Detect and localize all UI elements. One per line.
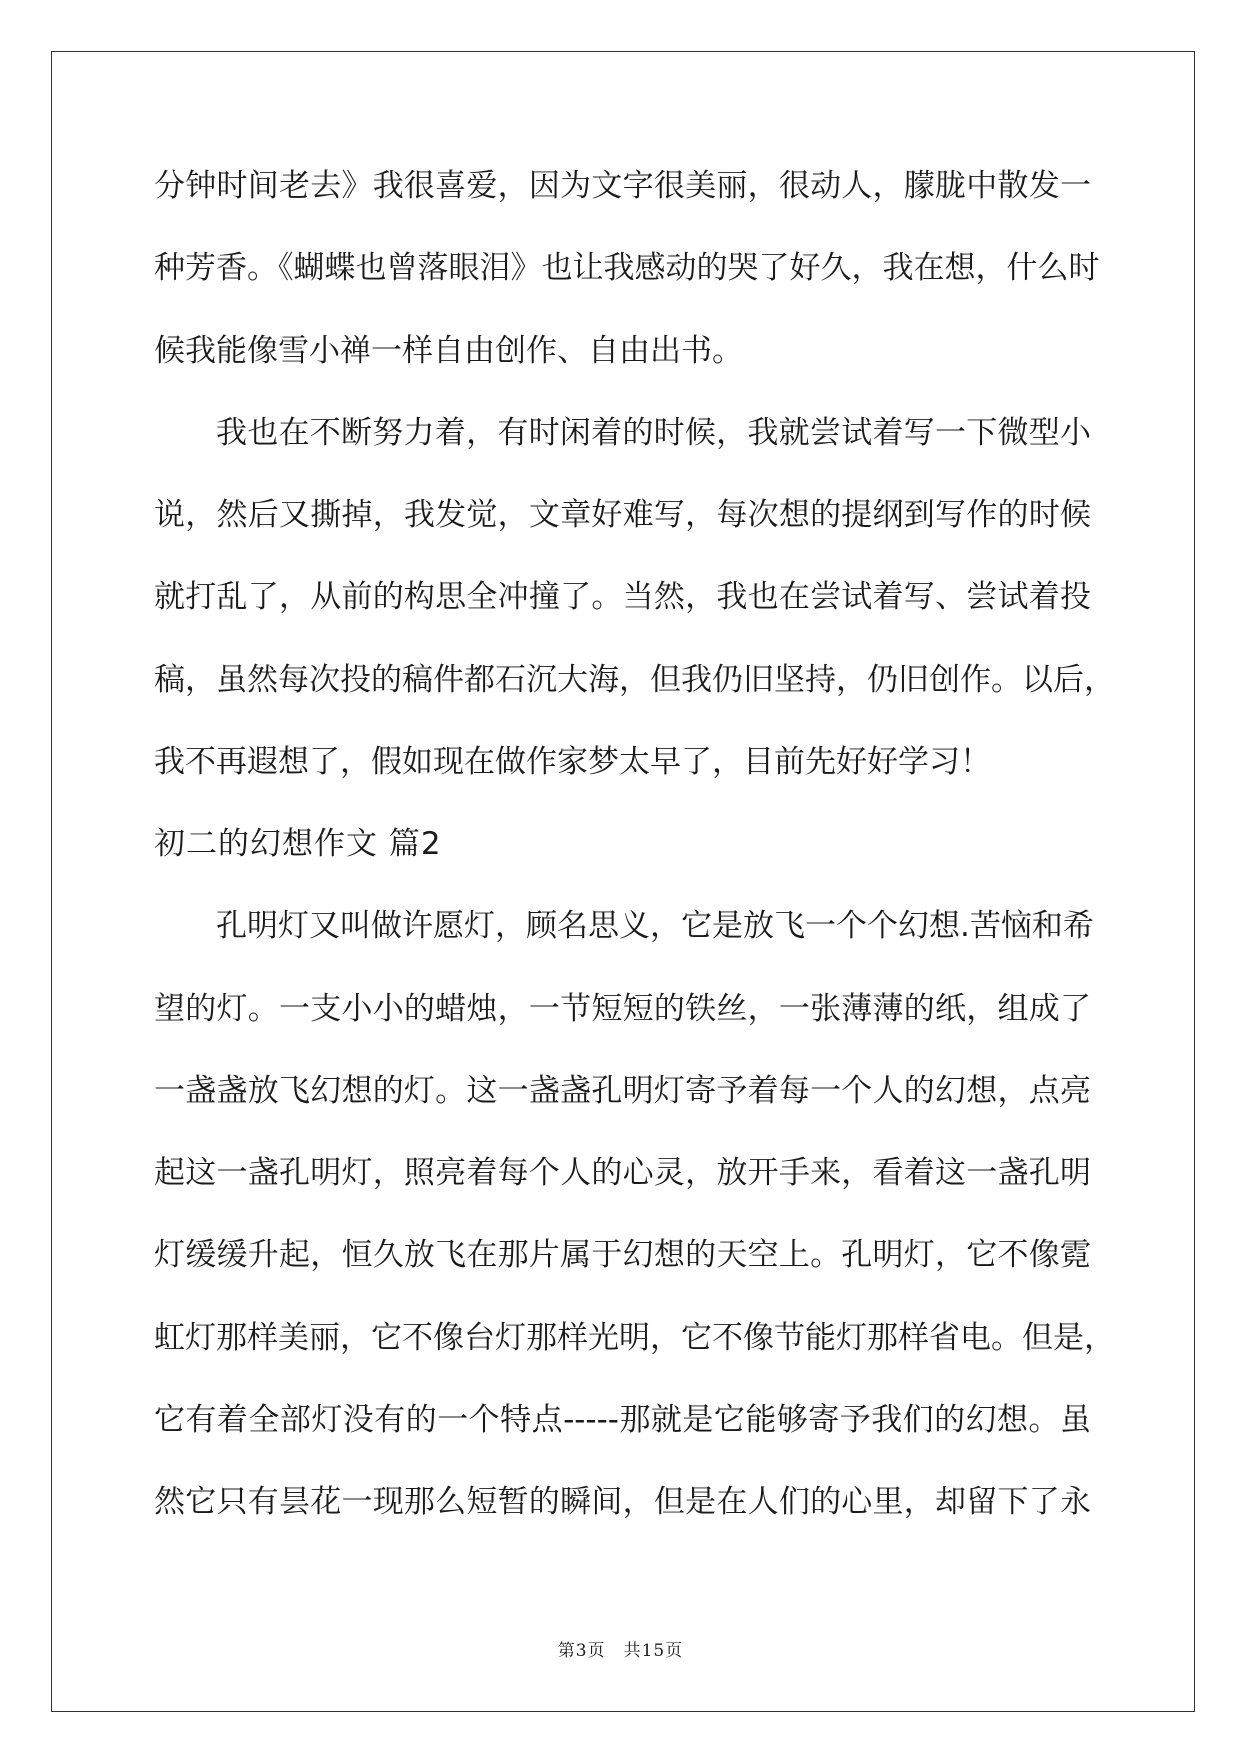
document-body (154, 145, 1115, 1543)
text-line: 它有着全部灯没有的一个特点-----那就是它能够寄予我们的幻想。虽 (154, 1401, 1091, 1438)
text-line: 分钟时间老去》我很喜爱，因为文字很美丽，很动人，朦胧中散发一 (154, 168, 1091, 204)
paragraph (154, 885, 1115, 1543)
text-line: 虹灯那样美丽，它不像台灯那样光明，它不像节能灯那样省电。但是， (154, 1319, 1115, 1356)
text-line: 就打乱了，从前的构思全冲撞了。当然，我也在尝试着写、尝试着投 (154, 579, 1091, 616)
text-line: 孔明灯又叫做许愿灯，顾名思义，它是放飞一个个幻想.苦恼和希 (216, 908, 1094, 945)
text-line: 起这一盏孔明灯，照亮着每个人的心灵，放开手来，看着这一盏孔明 (154, 1155, 1091, 1191)
text-line: 然它只有昙花一现那么短暂的瞬间，但是在人们的心里，却留下了永 (154, 1484, 1091, 1520)
text-line: 种芳香。《蝴蝶也曾落眼泪》也让我感动的哭了好久，我在想，什么时 (154, 250, 1100, 287)
text-line: 灯缓缓升起，恒久放飞在那片属于幻想的天空上。孔明灯，它不像霓 (154, 1237, 1091, 1274)
text-line: 望的灯。一支小小的蜡烛，一节短短的铁丝，一张薄薄的纸，组成了 (154, 990, 1091, 1027)
section-heading: 初二的幻想作文 篇2 (154, 826, 442, 862)
paragraph (154, 145, 1100, 392)
text-line: 候我能像雪小禅一样自由创作、自由出书。 (154, 332, 743, 369)
page-number-footer: 第3页 共15页 (557, 1641, 684, 1661)
text-line: 说，然后又撕掉，我发觉，文章好难写，每次想的提纲到写作的时候 (154, 497, 1091, 533)
paragraph (154, 392, 1115, 803)
text-line: 稿，虽然每次投的稿件都石沉大海，但我仍旧坚持，仍旧创作。以后， (154, 661, 1115, 698)
text-line: 一盏盏放飞幻想的灯。这一盏盏孔明灯寄予着每一个人的幻想，点亮 (154, 1072, 1091, 1109)
text-line: 我也在不断努力着，有时闲着的时候，我就尝试着写一下微型小 (216, 414, 1091, 451)
text-line: 我不再遐想了，假如现在做作家梦太早了，目前先好好学习！ (154, 743, 991, 780)
